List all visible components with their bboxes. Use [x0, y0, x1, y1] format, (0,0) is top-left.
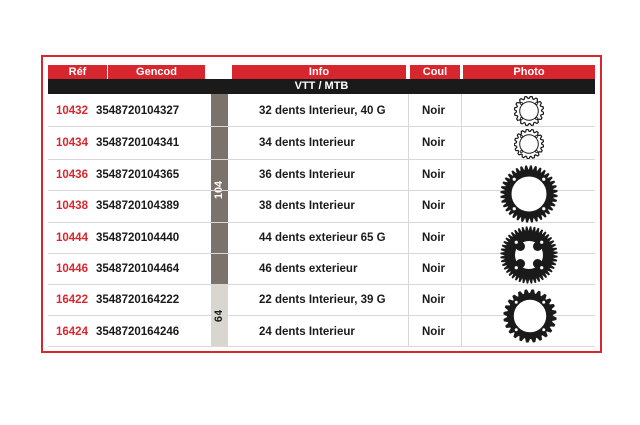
group-104-label: 104 [213, 180, 226, 199]
coul-cell: Noir [422, 294, 445, 306]
coul-cell: Noir [422, 200, 445, 212]
gencod-cell: 3548720104389 [96, 200, 180, 212]
coul-cell: Noir [422, 263, 445, 275]
gencod-cell: 3548720104464 [96, 263, 180, 275]
coul-cell: Noir [422, 137, 445, 149]
header-gencod: Gencod [108, 65, 205, 79]
ref-cell: 10436 [56, 169, 88, 181]
gencod-cell: 3548720104365 [96, 169, 180, 181]
gencod-cell: 3548720104327 [96, 105, 180, 117]
header-coul: Coul [410, 65, 460, 79]
info-cell: 24 dents Interieur [259, 326, 355, 338]
coul-cell: Noir [422, 232, 445, 244]
ref-cell: 10444 [56, 232, 88, 244]
info-cell: 22 dents Interieur, 39 G [259, 294, 386, 306]
ref-cell: 10432 [56, 105, 88, 117]
header-photo: Photo [463, 65, 595, 79]
info-cell: 36 dents Interieur [259, 169, 355, 181]
info-cell: 34 dents Interieur [259, 137, 355, 149]
chainring-22-24t-icon [503, 289, 557, 343]
ref-cell: 10446 [56, 263, 88, 275]
table-row [48, 127, 595, 160]
gencod-cell: 3548720104341 [96, 137, 180, 149]
chainring-32t-outline-icon [514, 96, 544, 126]
table-row [48, 94, 595, 127]
coul-cell: Noir [422, 105, 445, 117]
gencod-cell: 3548720164246 [96, 326, 180, 338]
ref-cell: 10434 [56, 137, 88, 149]
ref-cell: 16424 [56, 326, 88, 338]
chainring-34t-outline-icon [514, 129, 544, 159]
coul-cell: Noir [422, 169, 445, 181]
group-64-label: 64 [213, 309, 226, 323]
info-cell: 46 dents exterieur [259, 263, 358, 275]
chainring-44-46t-icon [500, 226, 558, 284]
info-cell: 44 dents exterieur 65 G [259, 232, 386, 244]
ref-cell: 10438 [56, 200, 88, 212]
header-info: Info [232, 65, 406, 79]
chainring-36-38t-icon [500, 165, 558, 223]
gencod-cell: 3548720164222 [96, 294, 180, 306]
ref-cell: 16422 [56, 294, 88, 306]
category-band: VTT / MTB [48, 79, 595, 94]
info-cell: 38 dents Interieur [259, 200, 355, 212]
gencod-cell: 3548720104440 [96, 232, 180, 244]
info-cell: 32 dents Interieur, 40 G [259, 105, 386, 117]
coul-cell: Noir [422, 326, 445, 338]
header-ref: Réf [48, 65, 107, 79]
